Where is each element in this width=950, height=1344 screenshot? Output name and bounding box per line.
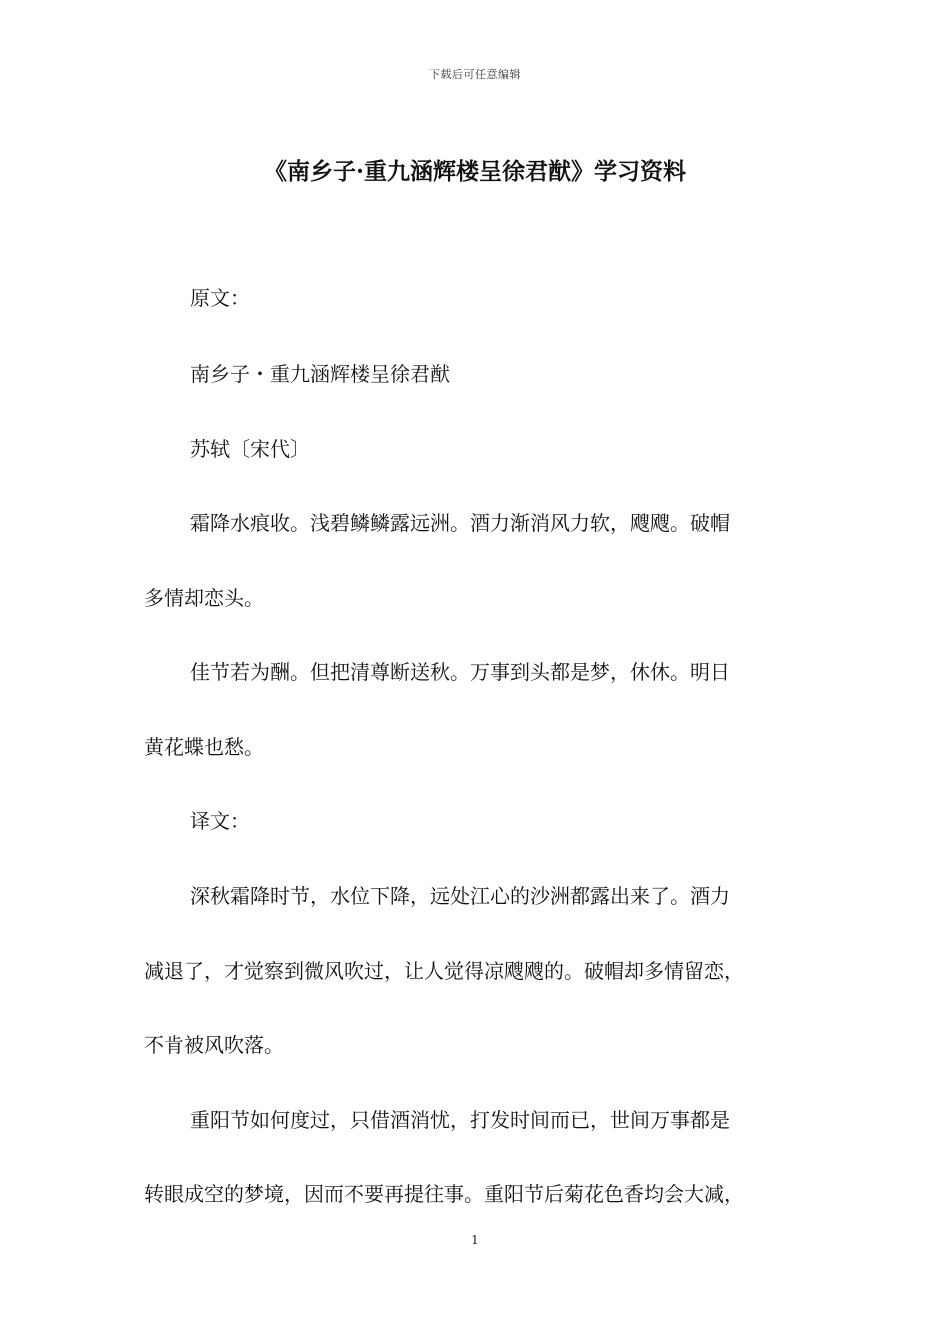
translation-label: 译文： (190, 809, 250, 833)
poem-stanza-2-line-1: 佳节若为酬。但把清尊断送秋。万事到头都是梦，休休。明日 (190, 660, 730, 684)
poem-stanza-2-line-2: 黄花蝶也愁。 (144, 735, 264, 759)
poem-title: 南乡子・重九涵辉楼呈徐君猷 (190, 362, 450, 386)
translation-paragraph-2-line-1: 重阳节如何度过，只借酒消忧，打发时间而已，世间万事都是 (190, 1108, 730, 1132)
page-number: 1 (471, 1233, 479, 1247)
poem-stanza-1-line-2: 多情却恋头。 (144, 586, 264, 610)
document-title: 《南乡子·重九涵辉楼呈徐君猷》学习资料 (263, 158, 686, 185)
translation-paragraph-1-line-2: 减退了，才觉察到微风吹过，让人觉得凉飕飕的。破帽却多情留恋， (144, 959, 744, 983)
translation-paragraph-1-line-1: 深秋霜降时节，水位下降，远处江心的沙洲都露出来了。酒力 (190, 884, 730, 908)
poem-stanza-1-line-1: 霜降水痕收。浅碧鳞鳞露远洲。酒力渐消风力软，飕飕。破帽 (190, 511, 730, 535)
original-text-label: 原文： (190, 286, 250, 310)
poem-author: 苏轼〔宋代〕 (190, 437, 310, 461)
translation-paragraph-2-line-2: 转眼成空的梦境，因而不要再提往事。重阳节后菊花色香均会大减， (144, 1182, 744, 1206)
page-header: 下载后可任意编辑 (429, 68, 521, 81)
translation-paragraph-1-line-3: 不肯被风吹落。 (144, 1033, 284, 1057)
